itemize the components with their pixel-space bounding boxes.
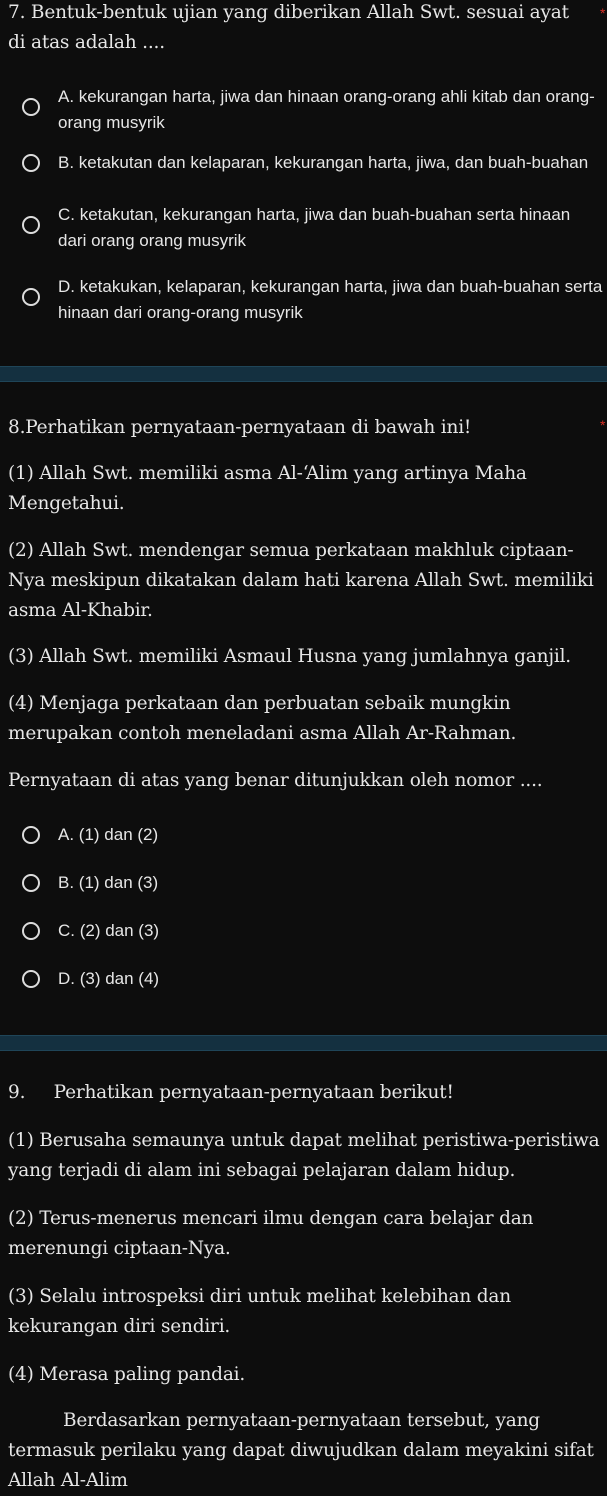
q9-statement-1: (1) Berusaha semaunya untuk dapat melihat peristiwa-peristiwa yang terjadi di alam ini sebagai pelajaran dalam hidup. (8, 1130, 600, 1181)
radio-button[interactable] (22, 216, 40, 234)
radio-button[interactable] (22, 874, 40, 892)
q9-statement-2: (2) Terus-menerus mencari ilmu dengan cara belajar dan merenungi ciptaan-Nya. (8, 1208, 534, 1259)
q8-prompt: Pernyataan di atas yang benar ditunjukkan oleh nomor .... (8, 770, 543, 791)
q8-title: 8.Perhatikan pernyataan-pernyataan di bawah ini! (8, 417, 472, 438)
q8-option-b-label: B. (1) dan (3) (58, 873, 159, 892)
q8-option-a[interactable] (22, 822, 607, 848)
q8-statement-4: (4) Menjaga perkataan dan perbuatan sebaik mungkin merupakan contoh meneladani asma Allah Ar-Rahman. (8, 693, 517, 744)
q7-option-d[interactable] (22, 274, 607, 326)
q8-option-d-label: D. (3) dan (4) (58, 969, 160, 988)
radio-button[interactable] (22, 826, 40, 844)
section-divider (0, 1035, 607, 1051)
q8-option-a-label: A. (1) dan (2) (58, 825, 159, 844)
q8-required-mark: * (600, 417, 606, 433)
q9-title: 9. Perhatikan pernyataan-pernyataan berikut! (8, 1082, 454, 1103)
radio-button[interactable] (22, 98, 40, 116)
q8-option-b[interactable] (22, 870, 607, 896)
q8-statement-3: (3) Allah Swt. memiliki Asmaul Husna yang jumlahnya ganjil. (8, 646, 571, 667)
q7-option-a-label: A. kekurangan harta, jiwa dan hinaan orang-orang ahli kitab dan orang-orang musyrik (58, 87, 595, 132)
q7-option-b[interactable] (22, 150, 607, 176)
q8-option-d[interactable] (22, 966, 607, 992)
q7-option-c[interactable] (22, 202, 607, 254)
q7-option-c-label: C. ketakutan, kekurangan harta, jiwa dan buah-buahan serta hinaan dari orang orang musyrik (58, 205, 571, 250)
q7-option-b-label: B. ketakutan dan kelaparan, kekurangan harta, jiwa, dan buah-buahan (58, 153, 589, 172)
radio-button[interactable] (22, 288, 40, 306)
radio-button[interactable] (22, 970, 40, 988)
q9-statement-4: (4) Merasa paling pandai. (8, 1364, 246, 1385)
q9-statement-3: (3) Selalu introspeksi diri untuk melihat kelebihan dan kekurangan diri sendiri. (8, 1286, 511, 1337)
section-divider (0, 366, 607, 382)
q7-required-mark: * (600, 5, 606, 21)
radio-button[interactable] (22, 154, 40, 172)
q8-statement-2: (2) Allah Swt. mendengar semua perkataan makhluk ciptaan-Nya meskipun dikatakan dalam hati karena Allah Swt. memiliki asma Al-Khabir. (8, 540, 594, 621)
q8-statement-1: (1) Allah Swt. memiliki asma Al-‘Alim yang artinya Maha Mengetahui. (8, 463, 527, 514)
q7-title: 7. Bentuk-bentuk ujian yang diberikan Allah Swt. sesuai ayat di atas adalah .... (8, 2, 569, 53)
q8-option-c-label: C. (2) dan (3) (58, 921, 160, 940)
radio-button[interactable] (22, 922, 40, 940)
q7-option-a[interactable] (22, 84, 607, 136)
q8-option-c[interactable] (22, 918, 607, 944)
q9-prompt: Berdasarkan pernyataan-pernyataan tersebut, yang termasuk perilaku yang dapat diwujudkan dalam meyakini sifat Allah Al-Alim (8, 1410, 594, 1491)
q7-option-d-label: D. ketakukan, kelaparan, kekurangan harta, jiwa dan buah-buahan serta hinaan dari orang-orang musyrik (58, 277, 603, 322)
